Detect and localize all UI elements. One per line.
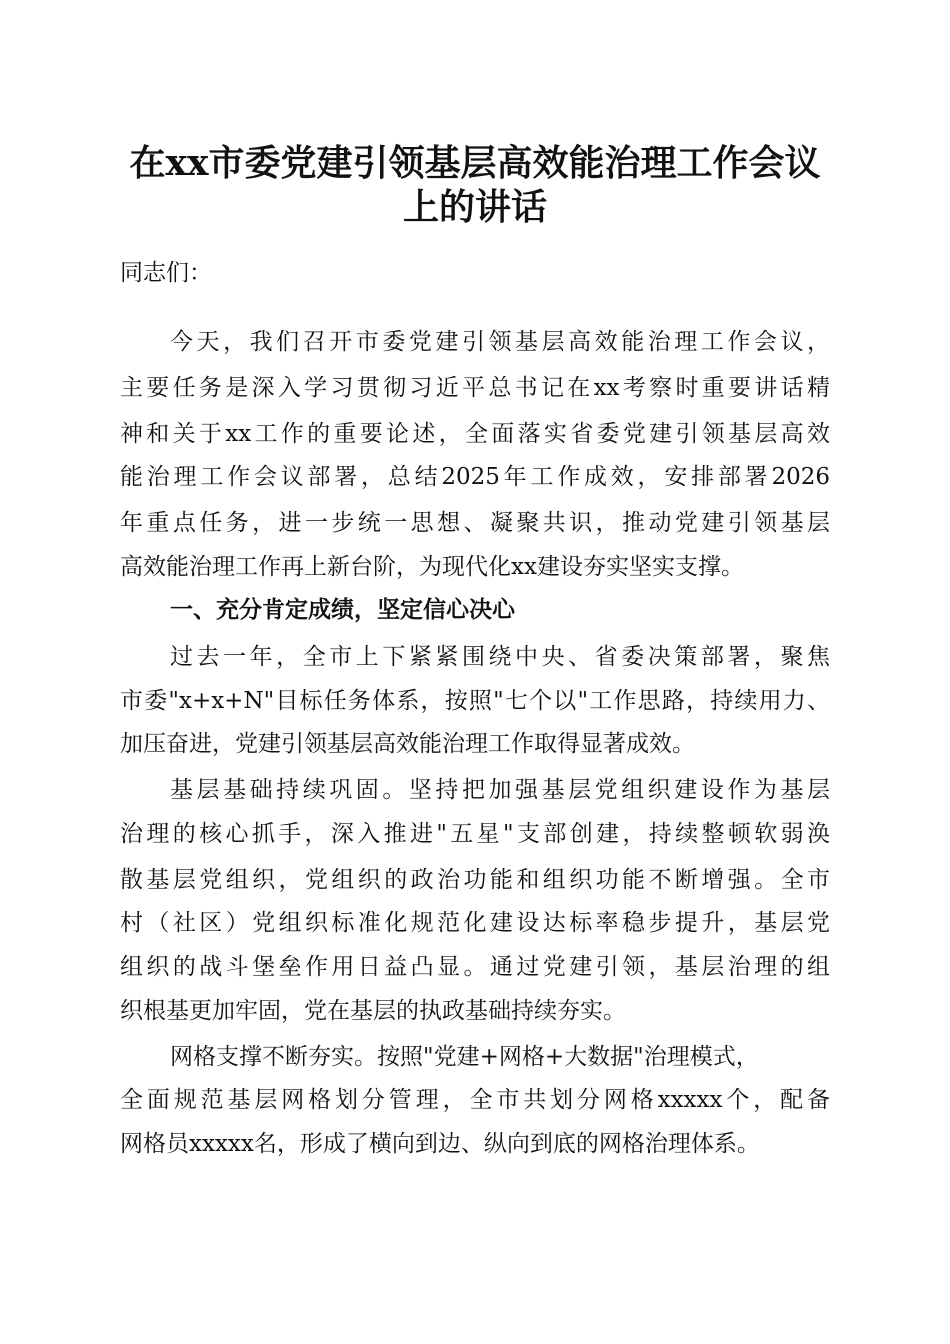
intro-line: 年重点任务，进一步统一思想、凝聚共识，推动党建引领基层 [120, 510, 830, 536]
intro-line: 高效能治理工作再上新台阶，为现代化xx建设夯实坚实支撑。 [120, 554, 744, 580]
paragraph3-line: 散基层党组织，党组织的政治功能和组织功能不断增强。全市 [120, 867, 830, 893]
paragraph3-line: 基层基础持续巩固。坚持把加强基层党组织建设作为基层 [170, 777, 830, 803]
paragraph3-line: 治理的核心抓手，深入推进"五星"支部创建，持续整顿软弱涣 [120, 821, 830, 847]
paragraph2-line: 过去一年，全市上下紧紧围绕中央、省委决策部署，聚焦 [170, 644, 830, 670]
paragraph3-line: 组织的战斗堡垒作用日益凸显。通过党建引领，基层治理的组 [120, 954, 830, 980]
salutation: 同志们： [120, 260, 212, 286]
intro-line: 神和关于xx工作的重要论述，全面落实省委党建引领基层高效 [120, 421, 830, 447]
intro-line: 主要任务是深入学习贯彻习近平总书记在xx考察时重要讲话精 [120, 375, 830, 401]
title-line-1: 在xx市委党建引领基层高效能治理工作会议 [129, 142, 821, 184]
paragraph4-line: 全面规范基层网格划分管理，全市共划分网格xxxxx个，配备 [120, 1087, 830, 1113]
section-heading: 一、充分肯定成绩，坚定信心决心 [170, 597, 515, 623]
intro-line: 能治理工作会议部署，总结2025年工作成效，安排部署2026 [120, 464, 830, 490]
paragraph2-line: 加压奋进，党建引领基层高效能治理工作取得显著成效。 [120, 731, 695, 757]
paragraph4-line: 网格员xxxxx名，形成了横向到边、纵向到底的网格治理体系。 [120, 1131, 760, 1157]
paragraph2-line: 市委"x+x+N"目标任务体系，按照"七个以"工作思路，持续用力、 [120, 688, 830, 714]
paragraph3-line: 村（社区）党组织标准化规范化建设达标率稳步提升，基层党 [120, 910, 830, 936]
title-line-2: 上的讲话 [402, 186, 547, 228]
paragraph3-line: 织根基更加牢固，党在基层的执政基础持续夯实。 [120, 998, 626, 1024]
intro-line: 今天，我们召开市委党建引领基层高效能治理工作会议， [170, 329, 830, 355]
paragraph4-line: 网格支撑不断夯实。按照"党建+网格+大数据"治理模式， [170, 1044, 759, 1070]
